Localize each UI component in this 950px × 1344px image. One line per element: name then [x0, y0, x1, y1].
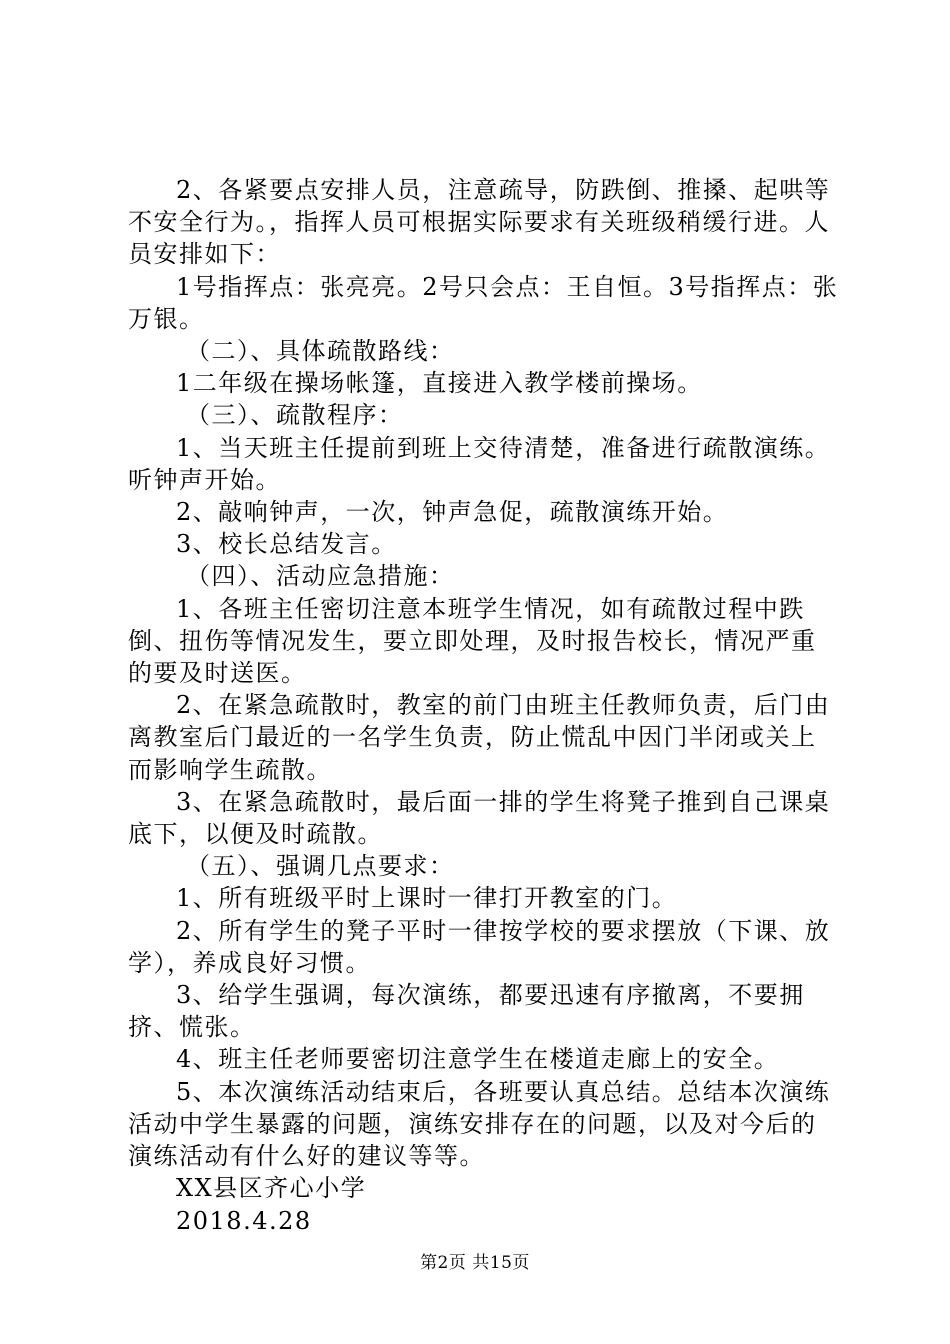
paragraph-2: 1号指挥点：张亮亮。2号只会点：王自恒。3号指挥点：张万银。: [128, 272, 839, 333]
paragraph-5: 2、敲响钟声，一次，钟声急促，疏散演练开始。: [176, 498, 729, 527]
paragraph-3: 1二年级在操场帐篷，直接进入教学楼前操场。: [176, 369, 703, 398]
paragraph-10: 1、所有班级平时上课时一律打开教室的门。: [176, 884, 678, 913]
section-heading-3: （三）、疏散程序：: [186, 401, 404, 430]
section-heading-4: （四）、活动应急措施：: [186, 562, 455, 591]
paragraph-9: 3、在紧急疏散时，最后面一排的学生将凳子推到自己课桌底下，以便及时疏散。: [128, 787, 831, 849]
document-body: [128, 174, 840, 1237]
section-heading-2: （二）、具体疏散路线：: [186, 337, 455, 366]
paragraph-13: 4、班主任老师要密切注意学生在楼道走廊上的安全。: [176, 1045, 780, 1074]
page-number: 第2页 共15页: [420, 1253, 530, 1273]
paragraph-6: 3、校长总结发言。: [176, 530, 397, 559]
paragraph-7: 1、各班主任密切注意本班学生情况，如有疏散过程中跌倒、扭伤等情况发生，要立即处理，及时报告校长，情况严重的要及时送医。: [128, 594, 817, 688]
paragraph-11: 2、所有学生的凳子平时一律按学校的要求摆放（下课、放学），养成良好习惯。: [128, 916, 831, 977]
paragraph-1: 2、各紧要点安排人员，注意疏导，防跌倒、推搡、起哄等不安全行为。，指挥人员可根据实际要求有关班级稍缓行进。人员安排如下：: [128, 176, 831, 269]
section-heading-5: （五）、强调几点要求：: [186, 852, 455, 881]
signature-school: XX县区齐心小学: [176, 1174, 367, 1203]
paragraph-14: 5、本次演练活动结束后，各班要认真总结。总结本次演练活动中学生暴露的问题，演练安排存在的问题，以及对今后的演练活动有什么好的建议等等。: [128, 1077, 831, 1171]
signature-date: 2018.4.28: [176, 1206, 312, 1235]
paragraph-8: 2、在紧急疏散时，教室的前门由班主任教师负责，后门由离教室后门最近的一名学生负责，防止慌乱中因门半闭或关上而影响学生疏散。: [128, 691, 831, 784]
paragraph-4: 1、当天班主任提前到班上交待清楚，准备进行疏散演练。听钟声开始。: [128, 433, 831, 494]
paragraph-12: 3、给学生强调，每次演练，都要迅速有序撤离，不要拥挤、慌张。: [128, 981, 805, 1042]
